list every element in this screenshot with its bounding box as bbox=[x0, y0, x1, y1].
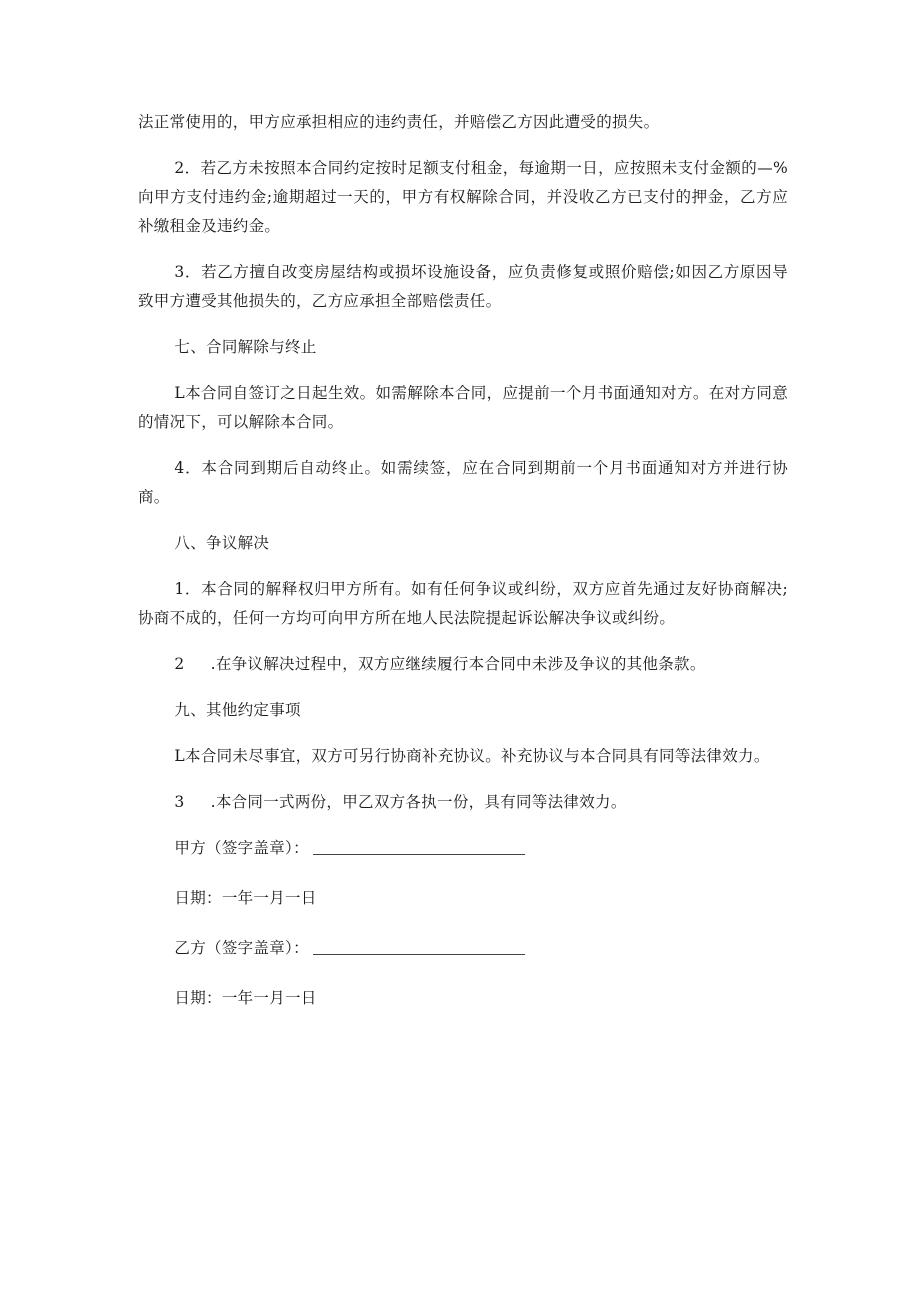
clause-number: 2 bbox=[174, 655, 185, 673]
clause-number: 3 bbox=[174, 793, 185, 811]
paragraph-dispute-clause-2 bbox=[138, 650, 788, 679]
paragraph-termination-clause-1: L本合同自签订之日起生效。如需解除本合同，应提前一个月书面通知对方。在对方同意的情况下，可以解除本合同。 bbox=[138, 384, 788, 431]
party-a-signature-blank bbox=[313, 836, 525, 855]
party-b-signature-row bbox=[138, 934, 788, 963]
section-8-heading: 八、争议解决 bbox=[174, 534, 270, 552]
paragraph-dispute-clause-1: 1．本合同的解释权归甲方所有。如有任何争议或纠纷，双方应首先通过友好协商解决;协商不成的，任何一方均可向甲方所在地人民法院提起诉讼解决争议或纠纷。 bbox=[138, 580, 788, 627]
party-a-signature-label: 甲方（签字盖章）： bbox=[174, 839, 309, 857]
document-body bbox=[138, 108, 788, 1034]
clause-text: .本合同一式两份，甲乙双方各执一份，具有同等法律效力。 bbox=[210, 793, 627, 811]
paragraph-breach-clause-2: 2．若乙方未按照本合同约定按时足额支付租金，每逾期一日，应按照未支付金额的—%向甲方支付违约金;逾期超过一天的，甲方有权解除合同，并没收乙方已支付的押金，乙方应补缴租金及违约金。 bbox=[138, 159, 788, 235]
paragraph-termination-clause-4: 4．本合同到期后自动终止。如需续签，应在合同到期前一个月书面通知对方并进行协商。 bbox=[138, 459, 788, 506]
party-a-date: 日期：一年一月一日 bbox=[174, 889, 317, 907]
section-7-heading: 七、合同解除与终止 bbox=[174, 338, 317, 356]
paragraph-other-clause-1: L本合同未尽事宜，双方可另行协商补充协议。补充协议与本合同具有同等法律效力。 bbox=[174, 747, 770, 765]
paragraph-breach-clause-3: 3．若乙方擅自改变房屋结构或损坏设施设备，应负责修复或照价赔偿;如因乙方原因导致甲方遭受其他损失的，乙方应承担全部赔偿责任。 bbox=[138, 263, 788, 310]
paragraph-continuation: 法正常使用的，甲方应承担相应的违约责任，并赔偿乙方因此遭受的损失。 bbox=[138, 113, 660, 131]
clause-text: .在争议解决过程中，双方应继续履行本合同中未涉及争议的其他条款。 bbox=[210, 655, 706, 673]
party-a-signature-row bbox=[138, 834, 788, 863]
party-b-signature-label: 乙方（签字盖章）： bbox=[174, 939, 309, 957]
party-b-date: 日期：一年一月一日 bbox=[174, 989, 317, 1007]
party-b-signature-blank bbox=[313, 936, 525, 955]
section-9-heading: 九、其他约定事项 bbox=[174, 701, 301, 719]
paragraph-other-clause-3 bbox=[138, 788, 788, 817]
